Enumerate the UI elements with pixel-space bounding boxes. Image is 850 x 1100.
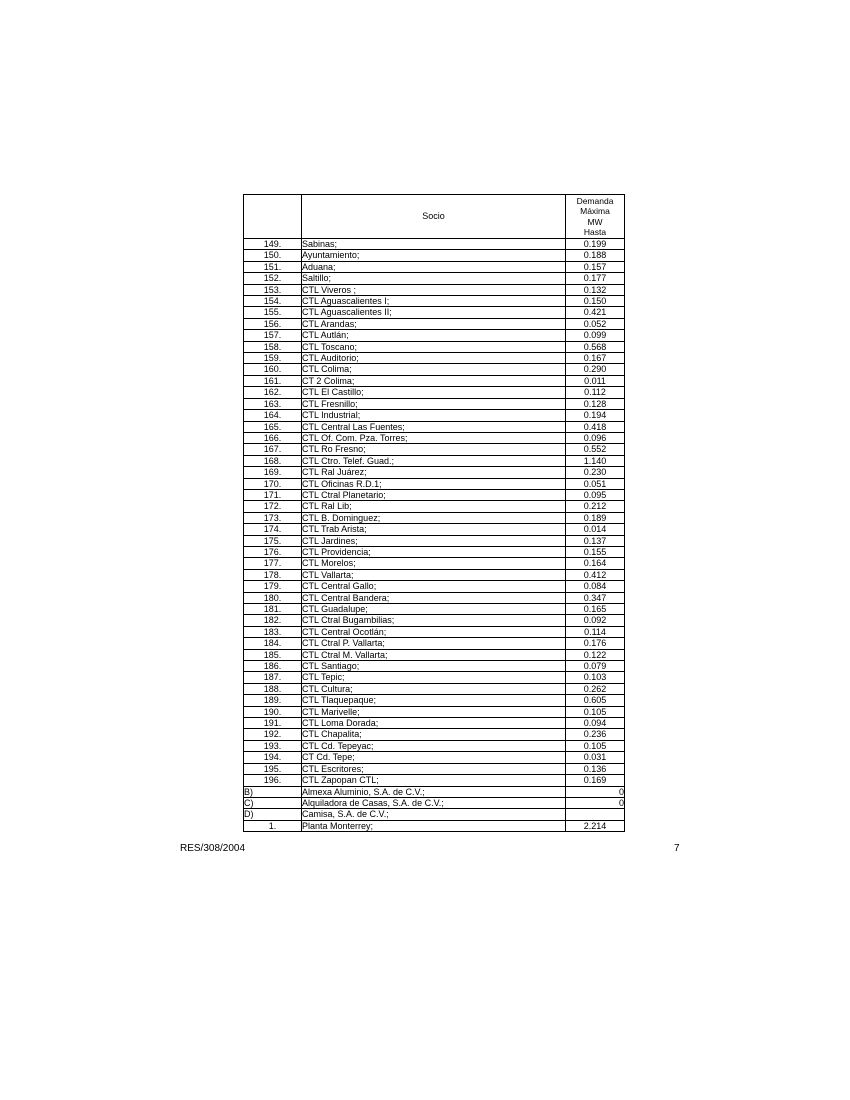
row-number: 174.: [244, 524, 302, 535]
row-demanda: 0.236: [566, 729, 625, 740]
header-number-cell: [244, 195, 302, 239]
row-number: 156.: [244, 318, 302, 329]
row-socio: CTL Industrial;: [302, 410, 566, 421]
row-socio: CTL Central Las Fuentes;: [302, 421, 566, 432]
row-demanda: 0.122: [566, 649, 625, 660]
table-row: [244, 307, 625, 318]
row-number: 175.: [244, 535, 302, 546]
row-number: 173.: [244, 512, 302, 523]
row-socio: CTL Guadalupe;: [302, 604, 566, 615]
row-demanda: 0: [566, 797, 625, 808]
row-number: 194.: [244, 752, 302, 763]
row-number: 150.: [244, 250, 302, 261]
row-socio: CTL Escritores;: [302, 763, 566, 774]
row-demanda: 0.112: [566, 387, 625, 398]
row-socio: CTL El Castillo;: [302, 387, 566, 398]
row-number: 152.: [244, 273, 302, 284]
row-socio: Sabinas;: [302, 239, 566, 250]
row-number: 190.: [244, 706, 302, 717]
row-demanda: 0.194: [566, 410, 625, 421]
row-demanda: 0.418: [566, 421, 625, 432]
row-demanda: 0.132: [566, 284, 625, 295]
row-demanda: 0.568: [566, 341, 625, 352]
row-socio: CT 2 Colima;: [302, 375, 566, 386]
row-socio: Alquiladora de Casas, S.A. de C.V.;: [302, 797, 566, 808]
row-socio: CTL Zapopan CTL;: [302, 775, 566, 786]
row-number: 159.: [244, 353, 302, 364]
table-row: [244, 775, 625, 786]
row-number: 155.: [244, 307, 302, 318]
row-socio: CTL Morelos;: [302, 558, 566, 569]
row-socio: CTL Tlaquepaque;: [302, 695, 566, 706]
row-number: 149.: [244, 239, 302, 250]
row-number: 153.: [244, 284, 302, 295]
row-socio: CTL Jardines;: [302, 535, 566, 546]
row-demanda: 0.103: [566, 672, 625, 683]
row-demanda: 0.164: [566, 558, 625, 569]
table-row: [244, 524, 625, 535]
table-row: [244, 353, 625, 364]
row-number: 158.: [244, 341, 302, 352]
row-demanda: 0.552: [566, 444, 625, 455]
row-demanda: 1.140: [566, 455, 625, 466]
row-socio: CTL B. Dominguez;: [302, 512, 566, 523]
table-row: [244, 706, 625, 717]
row-demanda: 0.167: [566, 353, 625, 364]
row-demanda: 0.165: [566, 604, 625, 615]
row-demanda: 0.014: [566, 524, 625, 535]
row-demanda: 0.155: [566, 546, 625, 557]
table-row: [244, 820, 625, 831]
row-socio: CTL Tepic;: [302, 672, 566, 683]
row-socio: CTL Cd. Tepeyac;: [302, 740, 566, 751]
table-row: [244, 364, 625, 375]
row-demanda: 0.150: [566, 296, 625, 307]
row-number: 171.: [244, 489, 302, 500]
row-number: 193.: [244, 740, 302, 751]
table-row: [244, 546, 625, 557]
table-row: [244, 410, 625, 421]
table-row: [244, 478, 625, 489]
row-number: 172.: [244, 501, 302, 512]
row-number: C): [244, 797, 302, 808]
row-number: 187.: [244, 672, 302, 683]
row-socio: CTL Toscano;: [302, 341, 566, 352]
table-body: [244, 239, 625, 832]
row-number: 170.: [244, 478, 302, 489]
row-number: 191.: [244, 718, 302, 729]
row-demanda: 0.605: [566, 695, 625, 706]
row-number: 189.: [244, 695, 302, 706]
row-number: 154.: [244, 296, 302, 307]
table-row: [244, 797, 625, 808]
row-socio: CTL Providencia;: [302, 546, 566, 557]
table-row: [244, 581, 625, 592]
row-demanda: 0.105: [566, 706, 625, 717]
table-row: [244, 752, 625, 763]
row-socio: CT Cd. Tepe;: [302, 752, 566, 763]
row-socio: CTL Santiago;: [302, 661, 566, 672]
header-socio: Socio: [302, 195, 566, 239]
row-demanda: 0.084: [566, 581, 625, 592]
table-row: [244, 444, 625, 455]
row-socio: CTL Chapalita;: [302, 729, 566, 740]
table-row: [244, 330, 625, 341]
table-row: [244, 615, 625, 626]
row-number: 164.: [244, 410, 302, 421]
row-socio: Camisa, S.A. de C.V.;: [302, 809, 566, 820]
document-reference: RES/308/2004: [180, 843, 246, 854]
row-socio: CTL Auditorio;: [302, 353, 566, 364]
table-row: [244, 318, 625, 329]
table-row: [244, 683, 625, 694]
row-number: B): [244, 786, 302, 797]
row-demanda: 2.214: [566, 820, 625, 831]
row-demanda: 0.212: [566, 501, 625, 512]
table-row: [244, 387, 625, 398]
row-demanda: 0.157: [566, 261, 625, 272]
row-demanda: 0.114: [566, 626, 625, 637]
page-number: 7: [674, 843, 680, 854]
row-number: 176.: [244, 546, 302, 557]
table-row: [244, 341, 625, 352]
row-demanda: 0.052: [566, 318, 625, 329]
row-demanda: 0.031: [566, 752, 625, 763]
row-socio: CTL Central Bandera;: [302, 592, 566, 603]
row-demanda: 0.092: [566, 615, 625, 626]
table-row: [244, 649, 625, 660]
row-demanda: 0.176: [566, 638, 625, 649]
row-demanda: 0.105: [566, 740, 625, 751]
row-socio: CTL Fresnillo;: [302, 398, 566, 409]
row-demanda: 0.412: [566, 569, 625, 580]
row-socio: Saltillo;: [302, 273, 566, 284]
row-demanda: 0.230: [566, 467, 625, 478]
row-number: 183.: [244, 626, 302, 637]
row-demanda: 0.262: [566, 683, 625, 694]
row-socio: CTL Ctro. Telef. Guad.;: [302, 455, 566, 466]
row-demanda: 0.094: [566, 718, 625, 729]
row-demanda: 0.188: [566, 250, 625, 261]
row-number: 179.: [244, 581, 302, 592]
table-row: [244, 273, 625, 284]
row-socio: Planta Monterrey;: [302, 820, 566, 831]
row-number: 166.: [244, 432, 302, 443]
row-number: 180.: [244, 592, 302, 603]
row-number: 168.: [244, 455, 302, 466]
row-socio: CTL Autlán;: [302, 330, 566, 341]
table-row: [244, 250, 625, 261]
row-socio: CTL Viveros ;: [302, 284, 566, 295]
row-demanda: 0.095: [566, 489, 625, 500]
table-row: [244, 398, 625, 409]
header-demanda: [566, 195, 625, 239]
row-socio: Almexa Aluminio, S.A. de C.V.;: [302, 786, 566, 797]
table-row: [244, 626, 625, 637]
table-row: [244, 239, 625, 250]
row-socio: CTL Aguascalientes I;: [302, 296, 566, 307]
row-demanda: 0.137: [566, 535, 625, 546]
row-socio: CTL Ral Lib;: [302, 501, 566, 512]
table-row: [244, 638, 625, 649]
table-row: [244, 809, 625, 820]
table-row: [244, 695, 625, 706]
table-row: [244, 763, 625, 774]
row-number: 162.: [244, 387, 302, 398]
row-demanda: 0.421: [566, 307, 625, 318]
row-number: 196.: [244, 775, 302, 786]
row-socio: CTL Marivelle;: [302, 706, 566, 717]
row-socio: CTL Ro Fresno;: [302, 444, 566, 455]
row-number: 160.: [244, 364, 302, 375]
row-demanda: 0.079: [566, 661, 625, 672]
table-row: [244, 558, 625, 569]
row-demanda: 0.099: [566, 330, 625, 341]
row-number: 165.: [244, 421, 302, 432]
table-row: [244, 375, 625, 386]
table-row: [244, 672, 625, 683]
table-row: [244, 569, 625, 580]
row-demanda: 0.347: [566, 592, 625, 603]
row-number: 182.: [244, 615, 302, 626]
row-demanda: 0.128: [566, 398, 625, 409]
row-socio: CTL Vallarta;: [302, 569, 566, 580]
header-demanda-line: Máxima: [580, 206, 610, 216]
row-socio: Ayuntamiento;: [302, 250, 566, 261]
row-socio: CTL Ctral M. Vallarta;: [302, 649, 566, 660]
row-number: 184.: [244, 638, 302, 649]
row-demanda: [566, 809, 625, 820]
row-number: 192.: [244, 729, 302, 740]
table-header-row: [244, 195, 625, 239]
table-row: [244, 421, 625, 432]
row-number: 169.: [244, 467, 302, 478]
row-demanda: 0.169: [566, 775, 625, 786]
header-demanda-line: Hasta: [583, 227, 607, 237]
header-demanda-line: MW: [587, 216, 603, 227]
row-demanda: 0.199: [566, 239, 625, 250]
table-row: [244, 467, 625, 478]
header-demanda-line: Demanda: [576, 195, 614, 206]
row-socio: CTL Trab Arista;: [302, 524, 566, 535]
row-demanda: 0.189: [566, 512, 625, 523]
table-row: [244, 740, 625, 751]
table-row: [244, 432, 625, 443]
row-number: 178.: [244, 569, 302, 580]
row-socio: CTL Arandas;: [302, 318, 566, 329]
row-socio: CTL Ctral P. Vallarta;: [302, 638, 566, 649]
row-socio: CTL Loma Dorada;: [302, 718, 566, 729]
row-demanda: 0.011: [566, 375, 625, 386]
row-demanda: 0.051: [566, 478, 625, 489]
row-demanda: 0.177: [566, 273, 625, 284]
row-number: 185.: [244, 649, 302, 660]
row-number: 1.: [244, 820, 302, 831]
row-number: 195.: [244, 763, 302, 774]
row-demanda: 0: [566, 786, 625, 797]
row-socio: CTL Central Ocotlán;: [302, 626, 566, 637]
row-socio: Aduana;: [302, 261, 566, 272]
table-row: [244, 455, 625, 466]
table-row: [244, 535, 625, 546]
table-row: [244, 786, 625, 797]
table-row: [244, 661, 625, 672]
row-socio: CTL Oficinas R.D.1;: [302, 478, 566, 489]
row-socio: CTL Cultura;: [302, 683, 566, 694]
row-number: 161.: [244, 375, 302, 386]
table-row: [244, 512, 625, 523]
row-number: D): [244, 809, 302, 820]
table-row: [244, 729, 625, 740]
table-row: [244, 592, 625, 603]
table-row: [244, 501, 625, 512]
table-row: [244, 261, 625, 272]
table-row: [244, 604, 625, 615]
row-number: 177.: [244, 558, 302, 569]
row-number: 186.: [244, 661, 302, 672]
row-socio: CTL Of. Com. Pza. Torres;: [302, 432, 566, 443]
row-number: 151.: [244, 261, 302, 272]
table-row: [244, 296, 625, 307]
row-demanda: 0.096: [566, 432, 625, 443]
data-table: [243, 194, 625, 832]
table-row: [244, 284, 625, 295]
row-socio: CTL Ctral Planetario;: [302, 489, 566, 500]
table-row: [244, 718, 625, 729]
row-demanda: 0.290: [566, 364, 625, 375]
row-number: 167.: [244, 444, 302, 455]
row-demanda: 0.136: [566, 763, 625, 774]
row-number: 163.: [244, 398, 302, 409]
row-number: 157.: [244, 330, 302, 341]
row-socio: CTL Colima;: [302, 364, 566, 375]
row-number: 188.: [244, 683, 302, 694]
row-socio: CTL Central Gallo;: [302, 581, 566, 592]
row-socio: CTL Ctral Bugambilias;: [302, 615, 566, 626]
row-socio: CTL Ral Juárez;: [302, 467, 566, 478]
row-socio: CTL Aguascalientes II;: [302, 307, 566, 318]
table-row: [244, 489, 625, 500]
row-number: 181.: [244, 604, 302, 615]
